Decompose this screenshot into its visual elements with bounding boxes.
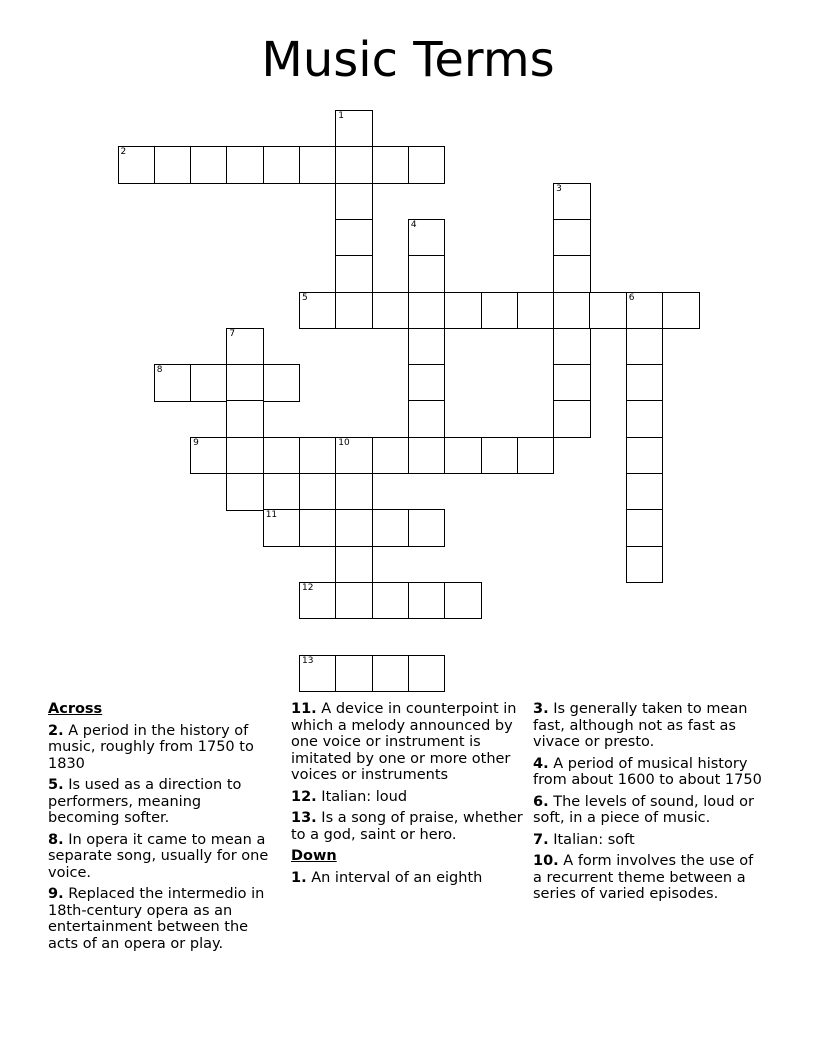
grid-cell[interactable] — [226, 473, 264, 511]
grid-cell[interactable] — [335, 255, 373, 293]
grid-cell[interactable] — [372, 582, 410, 620]
grid-cell[interactable] — [263, 509, 301, 547]
clue-number: 4 — [410, 219, 417, 230]
grid-cell[interactable] — [263, 364, 301, 402]
clue-number: 6 — [628, 292, 635, 303]
grid-cell[interactable] — [481, 292, 519, 330]
across-clue: 12. Italian: loud — [291, 788, 408, 805]
grid-cell[interactable] — [626, 292, 664, 330]
clue-number: 13 — [302, 655, 314, 666]
grid-cell[interactable] — [335, 183, 373, 221]
clue-number: 3 — [556, 183, 562, 194]
grid-cell[interactable] — [299, 146, 337, 184]
across-clue: 8. In opera it came to mean a separate song, usually for one voice. — [48, 831, 269, 881]
grid-cell[interactable] — [553, 328, 591, 366]
grid-cell[interactable] — [481, 437, 519, 475]
grid-cell[interactable] — [335, 546, 373, 584]
grid-cell[interactable] — [408, 146, 446, 184]
clue-number: 8 — [156, 365, 163, 376]
grid-cell[interactable] — [154, 146, 192, 184]
grid-cell[interactable] — [553, 183, 591, 221]
down-clue: 10. A form involves the use of a recurrent theme between a series of varied episodes. — [533, 853, 754, 902]
clues-column-2 — [291, 701, 525, 891]
grid-cell[interactable] — [335, 509, 373, 547]
grid-cell[interactable] — [372, 509, 410, 547]
grid-cell[interactable] — [408, 437, 446, 475]
across-heading: Across — [48, 701, 103, 717]
grid-cell[interactable] — [408, 255, 446, 293]
grid-cell[interactable] — [553, 255, 591, 293]
grid-cell[interactable] — [553, 292, 591, 330]
grid-cell[interactable] — [118, 146, 156, 184]
grid-cell[interactable] — [335, 219, 373, 257]
grid-cell[interactable] — [372, 655, 410, 693]
across-clue: 13. Is a song of praise, whether to a god, saint or hero. — [291, 810, 523, 843]
across-clue: 9. Replaced the intermedio in 18th-century opera as an entertainment between the acts of an opera or play. — [48, 886, 265, 952]
grid-cell[interactable] — [444, 292, 482, 330]
grid-cell[interactable] — [408, 509, 446, 547]
grid-cell[interactable] — [626, 437, 664, 475]
grid-cell[interactable] — [190, 146, 228, 184]
grid-cell[interactable] — [299, 292, 337, 330]
clue-number: 11 — [265, 510, 278, 521]
grid-cell[interactable] — [408, 219, 446, 257]
grid-cell[interactable] — [335, 437, 373, 475]
grid-cell[interactable] — [335, 110, 373, 148]
grid-cell[interactable] — [226, 364, 264, 402]
down-clue: 1. An interval of an eighth — [291, 869, 483, 886]
grid-cell[interactable] — [626, 546, 664, 584]
clues-column-3 — [533, 701, 763, 908]
clue-number: 2 — [120, 147, 127, 158]
down-clue: 6. The levels of sound, loud or soft, in a piece of music. — [533, 793, 754, 826]
grid-cell[interactable] — [190, 364, 228, 402]
grid-cell[interactable] — [226, 400, 264, 438]
grid-cell[interactable] — [226, 437, 264, 475]
grid-cell[interactable] — [517, 437, 555, 475]
grid-cell[interactable] — [299, 437, 337, 475]
grid-cell[interactable] — [299, 655, 337, 693]
grid-cell[interactable] — [444, 582, 482, 620]
clue-number: 5 — [302, 292, 308, 303]
grid-cell[interactable] — [408, 364, 446, 402]
down-clue: 4. A period of musical history from about 1600 to about 1750 — [533, 755, 762, 788]
grid-cell[interactable] — [263, 473, 301, 511]
grid-cell[interactable] — [335, 655, 373, 693]
grid-cell[interactable] — [372, 437, 410, 475]
grid-cell[interactable] — [626, 473, 664, 511]
across-clue: 11. A device in counterpoint in which a melody announced by one voice or instrument is imitated by one or more other voices or instruments — [291, 701, 517, 783]
grid-cell[interactable] — [408, 400, 446, 438]
grid-cell[interactable] — [335, 473, 373, 511]
down-heading: Down — [291, 848, 337, 864]
grid-cell[interactable] — [299, 582, 337, 620]
grid-cell[interactable] — [226, 146, 264, 184]
grid-cell[interactable] — [626, 509, 664, 547]
clue-number: 12 — [302, 582, 314, 593]
down-clue: 3. Is generally taken to mean fast, although not as fast as vivace or presto. — [533, 701, 748, 750]
grid-cell[interactable] — [589, 292, 627, 330]
grid-cell[interactable] — [408, 328, 446, 366]
grid-cell[interactable] — [626, 400, 664, 438]
grid-cell[interactable] — [444, 437, 482, 475]
grid-cell[interactable] — [299, 509, 337, 547]
grid-cell[interactable] — [626, 364, 664, 402]
grid-cell[interactable] — [408, 582, 446, 620]
grid-cell[interactable] — [263, 146, 301, 184]
clue-number: 10 — [338, 437, 350, 448]
across-clue: 2. A period in the history of music, roughly from 1750 to 1830 — [48, 722, 254, 772]
grid-cell[interactable] — [263, 437, 301, 475]
grid-cell[interactable] — [154, 364, 192, 402]
grid-cell[interactable] — [372, 292, 410, 330]
grid-cell[interactable] — [553, 219, 591, 257]
grid-cell[interactable] — [553, 364, 591, 402]
grid-cell[interactable] — [626, 328, 664, 366]
across-clue: 5. Is used as a direction to performers, meaning becoming softer. — [48, 777, 242, 826]
clues-column-1 — [48, 701, 274, 957]
clue-number: 7 — [229, 328, 236, 339]
grid-cell[interactable] — [190, 437, 228, 475]
page-title: Music Terms — [261, 32, 555, 88]
grid-cell[interactable] — [335, 582, 373, 620]
clue-number: 1 — [338, 111, 345, 121]
grid-cell[interactable] — [553, 400, 591, 438]
grid-cell[interactable] — [335, 292, 373, 330]
grid-cell[interactable] — [372, 146, 410, 184]
grid-cell[interactable] — [408, 655, 446, 693]
grid-cell[interactable] — [662, 292, 700, 330]
grid-cell[interactable] — [408, 292, 446, 330]
grid-cell[interactable] — [335, 146, 373, 184]
clue-number: 9 — [193, 437, 199, 448]
grid-cell[interactable] — [226, 328, 264, 366]
grid-cell[interactable] — [517, 292, 555, 330]
down-clue: 7. Italian: soft — [533, 831, 635, 848]
